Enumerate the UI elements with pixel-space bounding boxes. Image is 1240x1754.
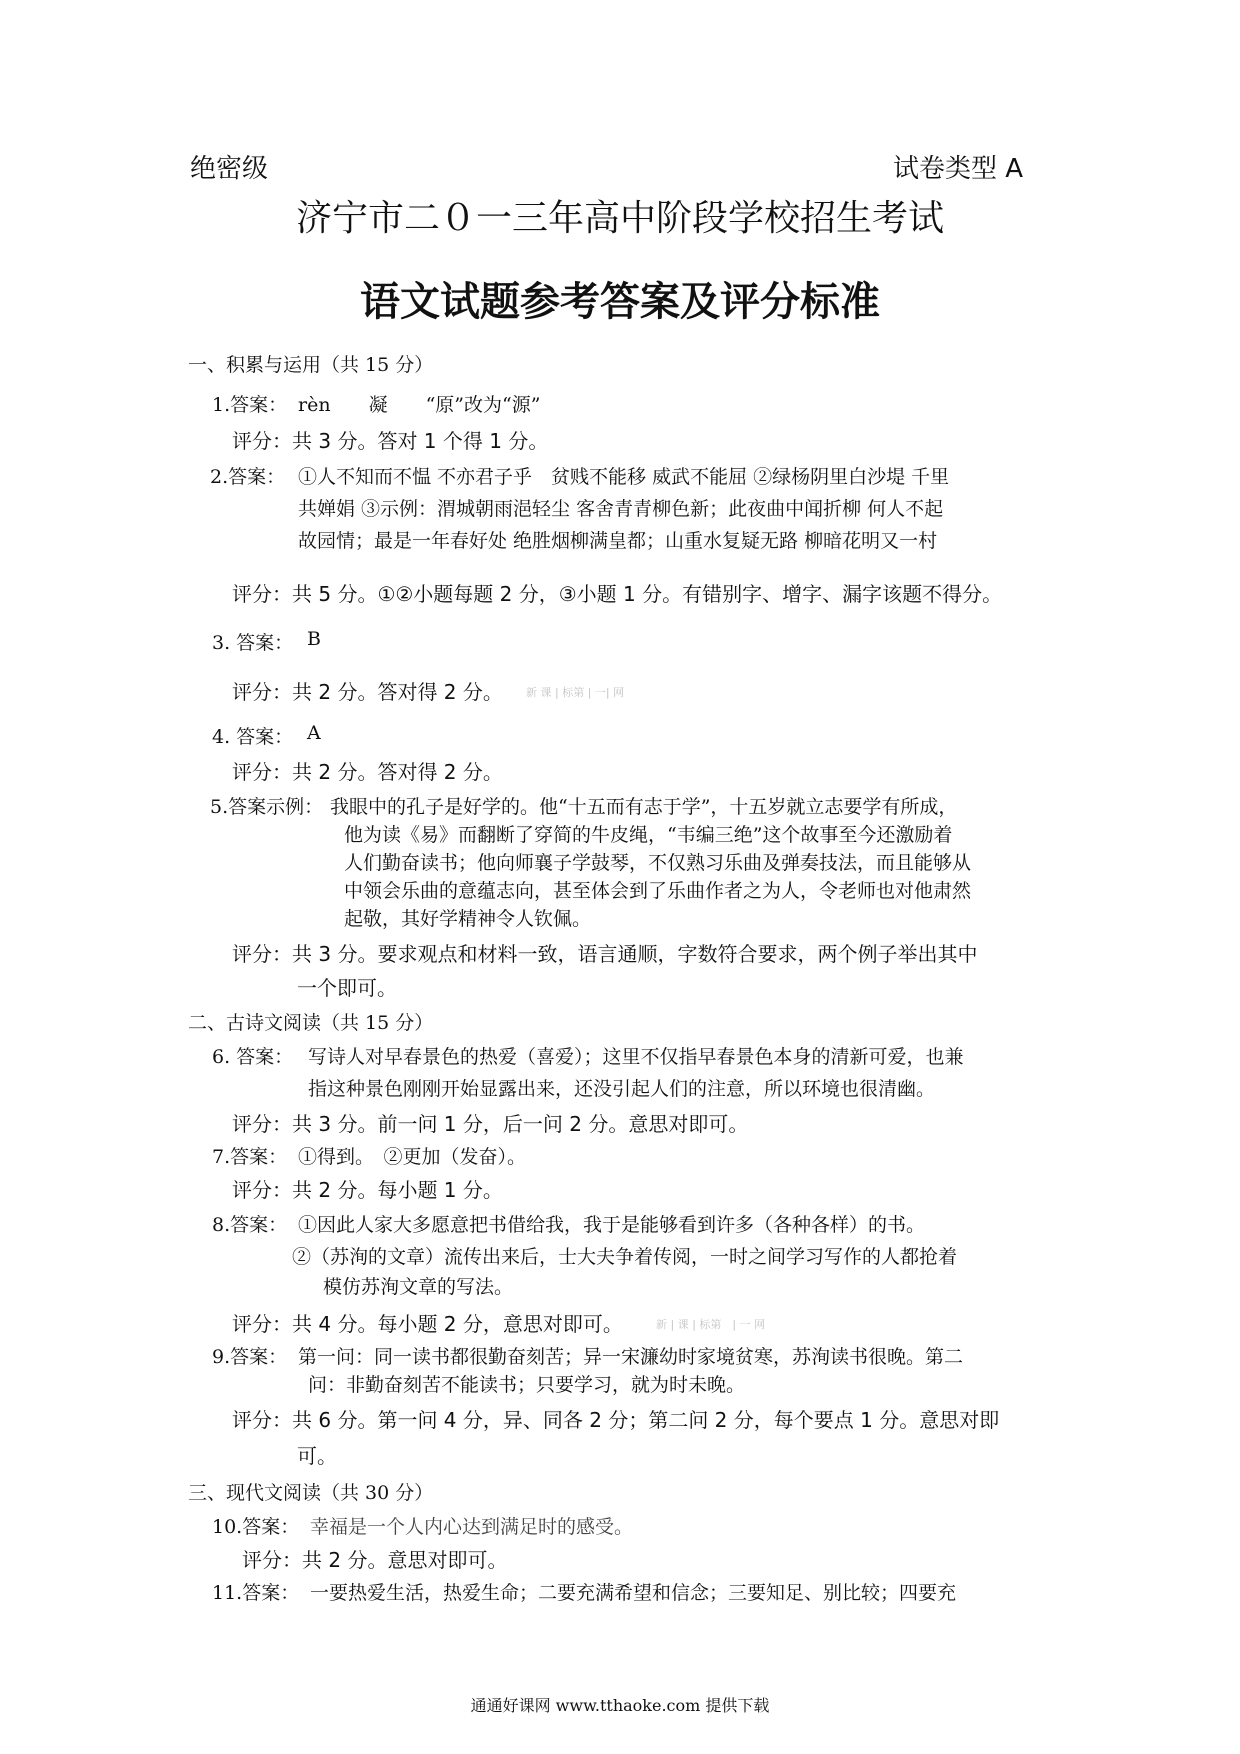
q6-label: 6. 答案：	[212, 1046, 294, 1068]
q2-score: 评分：共 5 分。①②小题每题 2 分，③小题 1 分。有错别字、增字、漏字该题不得分。	[232, 582, 1003, 606]
q9-score-line-1: 评分：共 6 分。第一问 4 分，异、同各 2 分；第二问 2 分，每个要点 1 分。意思对即	[232, 1408, 1000, 1432]
q3-score: 评分：共 2 分。答对得 2 分。	[232, 680, 503, 704]
q5-line-3: 人们勤奋读书；他向师襄子学鼓琴，不仅熟习乐曲及弹奏技法，而且能够从	[344, 852, 972, 874]
q1-answer: rèn 凝 “原”改为“源”	[298, 394, 541, 416]
q1-score: 评分：共 3 分。答对 1 个得 1 分。	[232, 429, 549, 453]
q6-line-2: 指这种景色刚刚开始显露出来，还没引起人们的注意，所以环境也很清幽。	[308, 1078, 936, 1100]
q8-line-2: ②（苏洵的文章）流传出来后，士大夫争着传阅，一时之间学习写作的人都抢着	[292, 1246, 958, 1268]
q3-label: 3. 答案：	[212, 632, 294, 654]
q4-score: 评分：共 2 分。答对得 2 分。	[232, 760, 503, 784]
q4-answer: A	[307, 722, 321, 744]
q2-line-3: 故园情；最是一年春好处 绝胜烟柳满皇都；山重水复疑无路 柳暗花明又一村	[298, 530, 938, 552]
q5-line-1: 我眼中的孔子是好学的。他“十五而有志于学”，十五岁就立志要学有所成，	[330, 796, 958, 818]
watermark: 新 课 | 标第 | 一| 网	[526, 686, 625, 699]
q2-line-1: ①人不知而不愠 不亦君子乎 贫贱不能移 威武不能屈 ②绿杨阴里白沙堤 千里	[298, 466, 950, 488]
q10-label: 10.答案：	[212, 1516, 300, 1538]
watermark: 新 | 课 | 标第 | 一 网	[656, 1318, 766, 1331]
q5-line-4: 中领会乐曲的意蕴志向，甚至体会到了乐曲作者之为人，令老师也对他肃然	[344, 880, 972, 902]
q9-line-2: 问：非勤奋刻苦不能读书；只要学习，就为时未晚。	[308, 1374, 746, 1396]
section-heading-3: 三、现代文阅读（共 30 分）	[188, 1482, 434, 1504]
q5-score-line-1: 评分：共 3 分。要求观点和材料一致，语言通顺，字数符合要求，两个例子举出其中	[232, 942, 978, 966]
exam-title: 济宁市二０一三年高中阶段学校招生考试	[295, 198, 944, 239]
q7-score: 评分：共 2 分。每小题 1 分。	[232, 1178, 503, 1202]
document-title: 语文试题参考答案及评分标准	[360, 279, 880, 325]
q5-line-5: 起敬，其好学精神令人钦佩。	[344, 908, 592, 930]
q3-answer: B	[307, 628, 321, 650]
q8-label: 8.答案：	[212, 1214, 288, 1236]
section-heading-1: 一、积累与运用（共 15 分）	[188, 354, 434, 376]
q9-label: 9.答案：	[212, 1346, 288, 1368]
q2-label: 2.答案：	[210, 466, 286, 488]
q6-score: 评分：共 3 分。前一问 1 分，后一问 2 分。意思对即可。	[232, 1112, 749, 1136]
q9-line-1: 第一问：同一读书都很勤奋刻苦；异一宋濂幼时家境贫寒，苏洵读书很晚。第二	[298, 1346, 964, 1368]
q8-line-1: ①因此人家大多愿意把书借给我，我于是能够看到许多（各种各样）的书。	[298, 1214, 926, 1236]
section-heading-2: 二、古诗文阅读（共 15 分）	[188, 1012, 434, 1034]
q10-answer: 幸福是一个人内心达到满足时的感受。	[310, 1516, 634, 1538]
q1-label: 1.答案：	[212, 394, 288, 416]
q11-answer: 一要热爱生活，热爱生命；二要充满希望和信念；三要知足、别比较；四要充	[310, 1582, 957, 1604]
q4-label: 4. 答案：	[212, 726, 294, 748]
q10-score: 评分：共 2 分。意思对即可。	[242, 1548, 508, 1572]
q2-line-2: 共婵娟 ③示例：渭城朝雨浥轻尘 客舍青青柳色新；此夜曲中闻折柳 何人不起	[298, 498, 944, 520]
footer-credit: 通通好课网 www.tthaoke.com 提供下载	[470, 1696, 770, 1715]
q5-score-line-2: 一个即可。	[297, 976, 397, 1000]
q6-line-1: 写诗人对早春景色的热爱（喜爱）；这里不仅指早春景色本身的清新可爱，也兼	[308, 1046, 964, 1068]
q11-label: 11.答案：	[212, 1582, 300, 1604]
q8-score: 评分：共 4 分。每小题 2 分，意思对即可。	[232, 1312, 623, 1336]
q7-answer: ①得到。 ②更加（发奋）。	[298, 1146, 527, 1168]
q5-line-2: 他为读《易》而翻断了穿简的牛皮绳，“韦编三绝”这个故事至今还激励着	[344, 824, 953, 846]
paper-type: 试卷类型 A	[893, 154, 1024, 184]
secret-level: 绝密级	[190, 154, 269, 184]
q7-label: 7.答案：	[212, 1146, 288, 1168]
q9-score-line-2: 可。	[297, 1444, 337, 1468]
q8-line-3: 模仿苏洵文章的写法。	[323, 1276, 514, 1298]
q5-label: 5.答案示例：	[210, 796, 324, 818]
